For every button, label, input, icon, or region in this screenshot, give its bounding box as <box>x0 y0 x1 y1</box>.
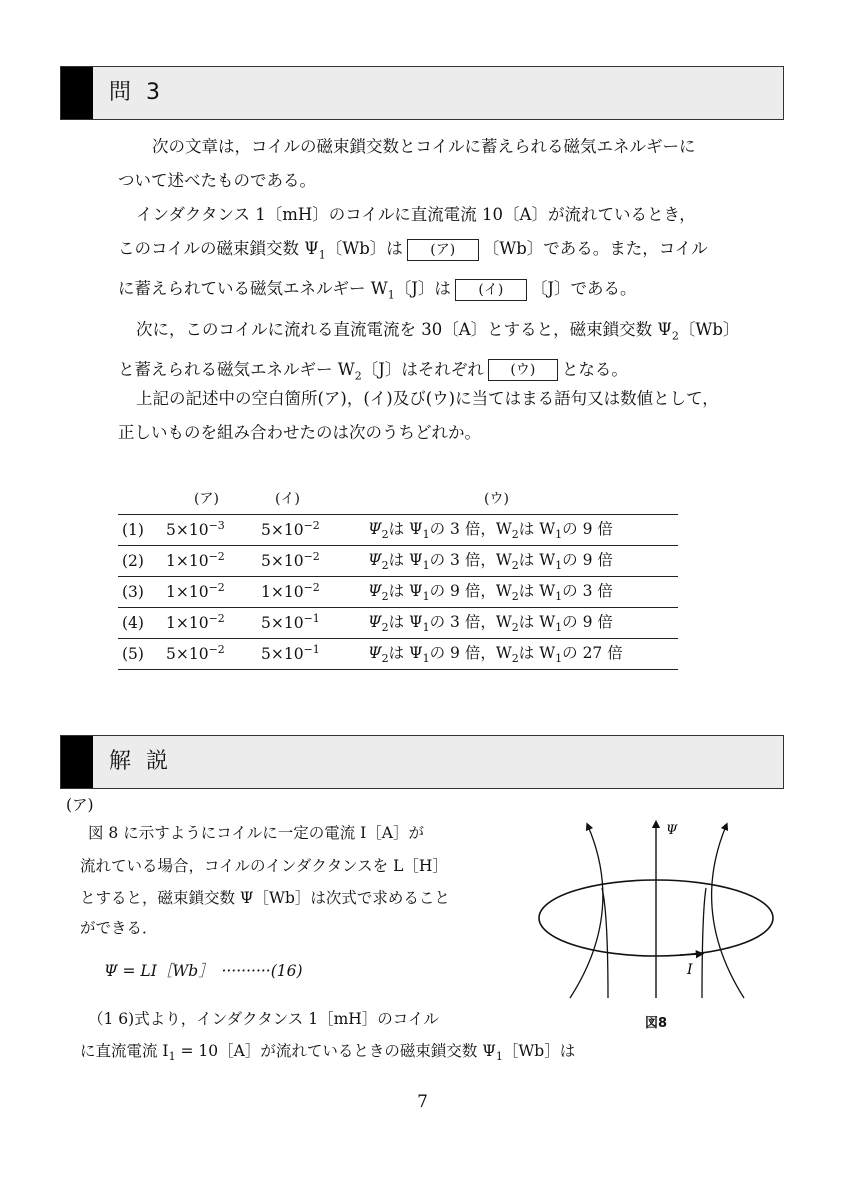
psi-label: Ψ <box>666 823 678 838</box>
blank-c-box: (ウ) <box>488 359 558 381</box>
question-text <box>118 130 758 393</box>
question-line-5: に蓄えられている磁気エネルギー $W_1$〔J〕は (イ) 〔J〕である。 <box>118 279 637 302</box>
question-line-1: 次の文章は，コイルの磁束鎖交数とコイルに蓄えられる磁気エネルギーに <box>152 137 696 156</box>
table-row <box>118 638 678 669</box>
table-row <box>118 545 678 576</box>
header-a: (ア) <box>194 490 219 507</box>
choice-c: $\Psi_2$は $\Psi_1$の 9 倍，$W_2$は $W_1$の 3 倍 <box>366 576 678 607</box>
choice-a: $1\times 10^{-2}$ <box>166 607 261 638</box>
explanation-header <box>60 735 784 789</box>
blank-b-box: (イ) <box>455 279 527 301</box>
choice-b: $1\times 10^{-2}$ <box>261 576 366 607</box>
choice-a: $1\times 10^{-2}$ <box>166 545 261 576</box>
flux-line-right-inner <box>702 888 706 998</box>
header-c: (ウ) <box>484 490 509 507</box>
explanation-title: 解 説 <box>109 749 172 774</box>
choice-c: $\Psi_2$は $\Psi_1$の 3 倍，$W_2$は $W_1$の 9 倍 <box>366 514 678 545</box>
choice-number: (4) <box>118 607 166 638</box>
table-row <box>118 607 678 638</box>
choices-table <box>118 482 678 670</box>
explanation-label: (ア) <box>66 796 94 814</box>
table-row <box>118 514 678 545</box>
choice-c: $\Psi_2$は $\Psi_1$の 3 倍，$W_2$は $W_1$の 9 倍 <box>366 607 678 638</box>
flux-line-right-outer <box>712 826 744 998</box>
current-arrow <box>680 954 700 955</box>
choice-a: $5\times 10^{-3}$ <box>166 514 261 545</box>
coil-flux-figure <box>530 818 780 1008</box>
choice-b: $5\times 10^{-2}$ <box>261 514 366 545</box>
header-bar <box>61 736 93 788</box>
explanation-line-1: 図 8 に示すようにコイルに一定の電流 I［A］が <box>88 824 424 842</box>
blank-a-box: (ア) <box>407 239 479 261</box>
question-line-4: このコイルの磁束鎖交数 $\Psi_1$〔Wb〕は (ア) 〔Wb〕である。また，コイル <box>118 239 708 262</box>
choice-a: $5\times 10^{-2}$ <box>166 638 261 669</box>
page-number: 7 <box>417 1092 428 1112</box>
flux-line-left-outer <box>570 826 603 998</box>
choice-c: $\Psi_2$は $\Psi_1$の 3 倍，$W_2$は $W_1$の 9 倍 <box>366 545 678 576</box>
question-line-7: と蓄えられる磁気エネルギー $W_2$〔J〕はそれぞれ (ウ) となる。 <box>118 359 628 383</box>
explanation-line-2: 流れている場合，コイルのインダクタンスを L［H］ <box>80 857 448 875</box>
instruction-line-2: 正しいものを組み合わせたのは次のうちどれか。 <box>118 423 481 442</box>
figure-caption: 図8 <box>645 1016 668 1031</box>
choice-number: (3) <box>118 576 166 607</box>
question-line-2: ついて述べたものである。 <box>118 171 316 190</box>
choice-c: $\Psi_2$は $\Psi_1$の 9 倍，$W_2$は $W_1$の 27 倍 <box>366 638 678 669</box>
instruction-line-1: 上記の記述中の空白箇所(ア)，(イ)及び(ウ)に当てはまる語句又は数値として， <box>136 389 719 408</box>
question-instruction <box>118 382 758 450</box>
choice-a: $1\times 10^{-2}$ <box>166 576 261 607</box>
choice-number: (1) <box>118 514 166 545</box>
explanation-line-6: に直流電流 $I_1$ = 10［A］が流れているときの磁束鎖交数 $\Psi_1[Wb]$は <box>80 1042 576 1064</box>
question-line-6: 次に，このコイルに流れる直流電流を 30〔A〕とすると，磁束鎖交数 $\Psi_2$〔Wb〕 <box>136 319 740 342</box>
choice-b: $5\times 10^{-1}$ <box>261 607 366 638</box>
table-header-row <box>118 482 678 514</box>
question-header <box>60 66 784 120</box>
choice-number: (2) <box>118 545 166 576</box>
explanation-line-3: とすると，磁束鎖交数 Ψ［Wb］は次式で求めること <box>80 889 450 907</box>
header-b: (イ) <box>275 490 300 507</box>
question-title: 問 3 <box>109 80 164 105</box>
current-label: I <box>687 962 693 978</box>
header-bar <box>61 67 93 119</box>
table-row <box>118 576 678 607</box>
choice-b: $5\times 10^{-2}$ <box>261 545 366 576</box>
choice-number: (5) <box>118 638 166 669</box>
choice-b: $5\times 10^{-1}$ <box>261 638 366 669</box>
explanation-line-4: ができる． <box>80 919 158 937</box>
question-line-3: インダクタンス 1〔mH〕のコイルに直流電流 10〔A〕が流れているとき， <box>136 205 696 224</box>
explanation-line-5: （1 6)式より，インダクタンス 1［mH］のコイル <box>88 1010 439 1028</box>
header-no <box>118 482 166 514</box>
formula-16: Ψ = LI［Wb］ ··········(16) <box>104 962 303 980</box>
